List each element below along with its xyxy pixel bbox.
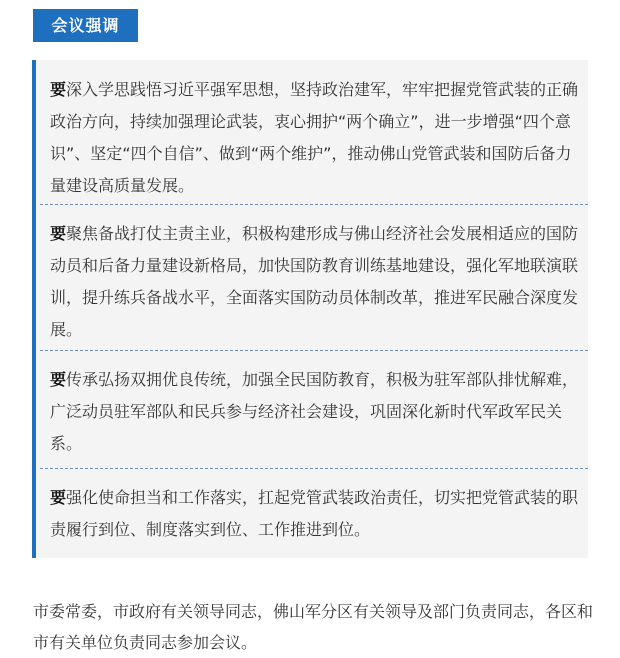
key-point-2 <box>50 218 580 346</box>
key-point-4 <box>50 482 580 546</box>
key-points-box <box>32 60 588 558</box>
key-point-lead: 要 <box>50 80 67 99</box>
attendees-paragraph: 市委常委，市政府有关领导同志，佛山军分区有关领导及部门负责同志，各区和市有关单位负责同志参加会议。 <box>33 602 594 652</box>
key-point-3 <box>50 364 580 460</box>
key-point-text: 传承弘扬双拥优良传统，加强全民国防教育，积极为驻军部队排忧解难，广泛动员驻军部队和民兵参与经济社会建设，巩固深化新时代军政军民关系。 <box>50 370 579 453</box>
key-point-text: 深入学思践悟习近平强军思想，坚持政治建军，牢牢把握党管武装的正确政治方向，持续加强理论武装，衷心拥护“两个确立”，进一步增强“四个意识”、坚定“四个自信”、做到“两个维护”，推动佛山党管武装和国防后备力量建设高质量发展。 <box>50 80 579 195</box>
section-title-tag: 会议强调 <box>33 9 138 42</box>
key-point-text: 聚焦备战打仗主责主业，积极构建形成与佛山经济社会发展相适应的国防动员和后备力量建设新格局，加快国防教育训练基地建设，强化军地联演联训，提升练兵备战水平，全面落实国防动员体制改革，推进军民融合深度发展。 <box>50 224 579 339</box>
dashed-divider <box>40 204 588 205</box>
dashed-divider <box>40 350 588 351</box>
key-point-lead: 要 <box>50 488 67 507</box>
key-point-lead: 要 <box>50 370 67 389</box>
key-point-text: 强化使命担当和工作落实，扛起党管武装政治责任，切实把党管武装的职责履行到位、制度落实到位、工作推进到位。 <box>50 488 579 539</box>
key-point-lead: 要 <box>50 224 67 243</box>
dashed-divider <box>40 468 588 469</box>
key-point-1 <box>50 74 580 202</box>
